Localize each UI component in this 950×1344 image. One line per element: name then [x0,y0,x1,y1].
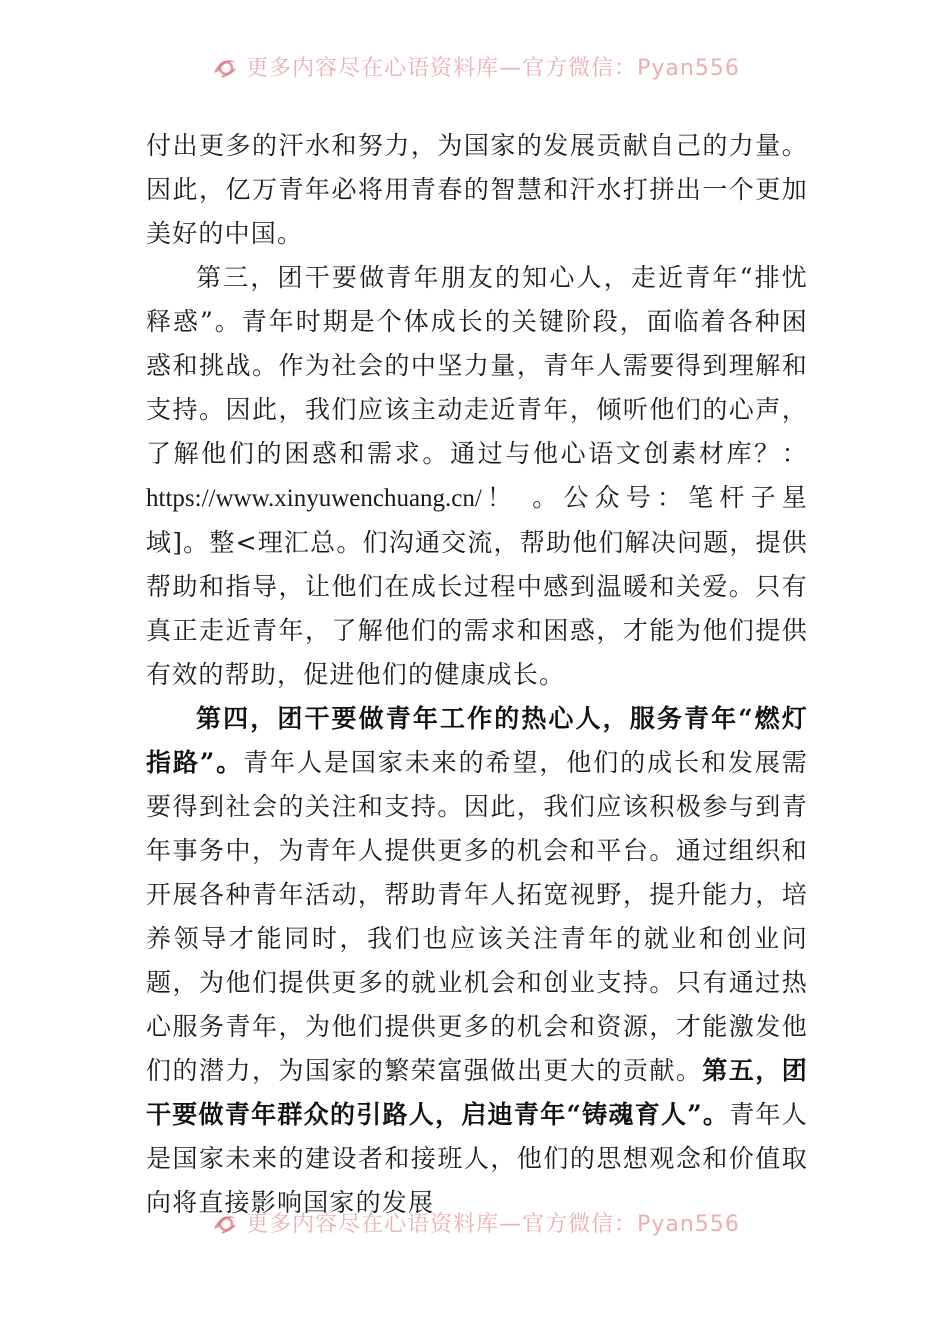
footer-watermark [0,1204,950,1240]
logo-icon [210,1207,240,1237]
document-body [146,124,808,1225]
heading-fifth: 第五，团干要做青年群众的引路人，启迪青年“铸魂育人”。 [146,1056,809,1129]
header-watermark-text: 更多内容尽在心语资料库—官方微信：Pyan556 [246,55,740,81]
header-watermark [0,48,950,84]
footer-watermark-text: 更多内容尽在心语资料库—官方微信：Pyan556 [246,1211,740,1237]
url-fragment-1: https:// [146,485,216,512]
paragraph-3: 第四，团干要做青年工作的热心人，服务青年“燃灯指路”。青年人是国家未来的希望，他们的成长和发展需要得到社会的关注和支持。因此，我们应该积极参与到青年事务中，为青年人提供更多的机会和平台。通过组织和开展各种青年活动，帮助青年人拓宽视野，提升能力，培养领导才能同时，我们也应该关注青年的就业和创业问题，为他们提供更多的就业机会和创业支持。只有通过热心服务青年，为他们提供更多的机会和资源，才能激发他们的潜力，为国家的繁荣富强做出更大的贡献。第五，团干要做青年群众的引路人，启迪青年“铸魂育人”。青年人是国家未来的建设者和接班人，他们的思想观念和价值取向将直接影响国家的发展 [146,704,809,1217]
paragraph-1: 付出更多的汗水和努力，为国家的发展贡献自己的力量。因此，亿万青年必将用青春的智慧和汗水打拼出一个更加美好的中国。 [146,131,808,248]
logo-icon [210,51,240,81]
paragraph-2: 第三，团干要做青年朋友的知心人，走近青年“排忧释惑”。青年时期是个体成长的关键阶段，面临着各种困惑和挑战。作为社会的中坚力量，青年人需要得到理解和支持。因此，我们应该主动走近青年，倾听他们的心声，了解他们的困惑和需求。通过与他心语文创素材库？：https://www.xinyuwenchuang.cn/！ 。公众号：笔杆子星域]。整<理汇总。们沟通交流，帮助他们解决问题，提供帮助和指导，让他们在成长过程中感到温暖和关爱。只有真正走近青年，了解他们的需求和困惑，才能为他们提供有效的帮助，促进他们的健康成长。 [146,263,808,689]
url-fragment-2: www.xinyuwenchuang.cn/ [215,485,482,512]
heading-fourth: 第四，团干要做青年工作的热心人，服务青年“燃灯指路”。 [146,704,808,777]
